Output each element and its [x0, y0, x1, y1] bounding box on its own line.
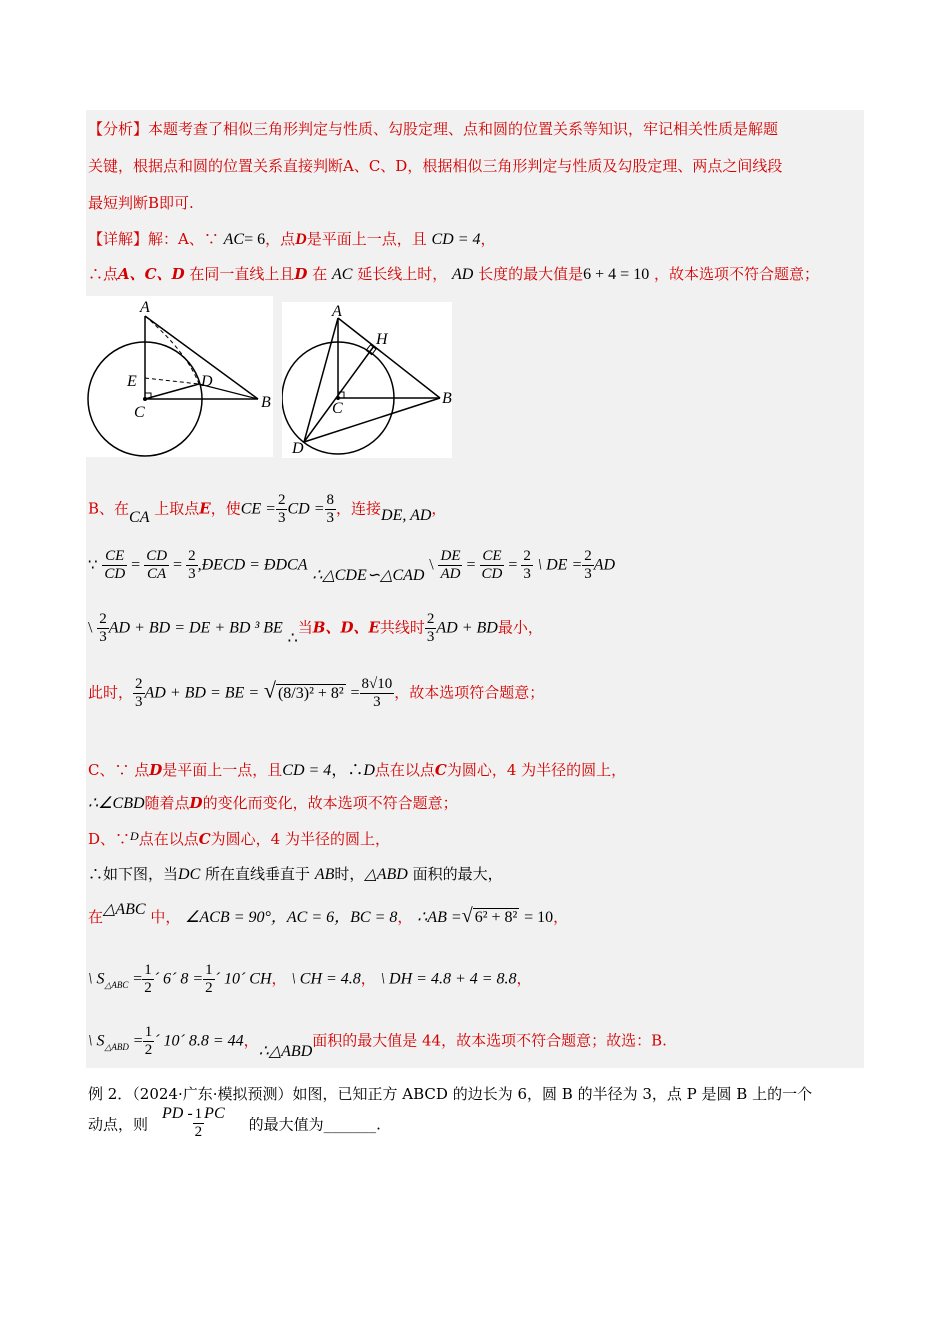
fig1-label-d: D	[201, 373, 213, 390]
figure-1	[86, 296, 273, 457]
figure-2-diagram	[282, 302, 452, 458]
partd-line-3: 在△ABC 中， ∠ACB = 90°，AC = 6，BC = 8， ∴AB =√ 6² + 8² = 10，	[88, 901, 569, 927]
fig2-label-h: H	[376, 331, 388, 348]
partb-line-3: \ $\frac{2}{3}$ AD + BD = DE + BD ³ BE ∴当B、D、E共线时 $\frac{2}{3}$ AD + BD最小，	[88, 611, 543, 647]
partb-line-1: B、在CA 上取点E，使CE = $\frac{2}{3}$ CD = $\frac{8}{3}$ ，连接DE, AD，	[88, 492, 447, 526]
fig1-label-c: C	[134, 404, 145, 421]
partd-line-4: \ $S_{\triangle ABC}$ = $\frac{1}{2}$ ´ 6´ 8 = $\frac{1}{2}$ ´ 10´ CH， \ CH = 4.8， \ DH = 4.8 + 4 = 8.8，	[88, 962, 532, 996]
fig1-label-a: A	[140, 299, 150, 316]
example2-line-1: 例 2．（2024·广东·模拟预测）如图，已知正方 ABCD 的边长为 6，圆 B 的半径为 3，点 P 是圆 B 上的一个	[88, 1085, 813, 1103]
partb-line-4: 此时， $\frac{2}{3}$ AD + BD = BE = √ (8/3)² + 8² = $\frac{8√10}{3}$ ，故本选项符合题意；	[88, 676, 545, 710]
fig2-label-c: C	[332, 400, 343, 417]
fig1-label-b: B	[261, 394, 271, 411]
partc-line-2: ∴∠CBD随着点D的变化而变化，故本选项不符合题意；	[88, 794, 458, 812]
partc-line-1: C、∵ 点D是平面上一点，且CD = 4，∴D点在以点C为圆心，4 为半径的圆上，	[88, 761, 627, 779]
analysis-line-3: 最短判断B即可.	[88, 194, 194, 212]
analysis-line-2: 关键，根据点和圆的位置关系直接判断A、C、D，根据相似三角形判定与性质及勾股定理、两点之间线段	[88, 157, 783, 175]
fig2-label-d: D	[292, 440, 304, 457]
fig2-label-b: B	[442, 390, 452, 407]
detail-line-2: ∴点A、C、D 在同一直线上且D 在 AC 延长线上时， AD 长度的最大值是6 + 4 = 10 ，故本选项不符合题意；	[88, 265, 819, 283]
fig2-label-a: A	[332, 303, 342, 320]
partd-line-2: ∴如下图，当DC 所在直线垂直于 AB时，△ABD 面积的最大，	[88, 865, 503, 883]
analysis-line-1: 【分析】本题考查了相似三角形判定与性质、勾股定理、点和圆的位置关系等知识，牢记相关性质是解题	[88, 120, 779, 138]
partd-line-5: \ $S_{\triangle ABD}$ = $\frac{1}{2}$ ´ 10´ 8.8 = 44，∴△ABD面积的最大值是 44，故本选项不符合题意；故选：B.	[88, 1024, 667, 1060]
figure-2	[282, 302, 452, 458]
example2-line-2: 动点，则PD - $\frac{1}{2}$ PC的最大值为_______.	[88, 1104, 381, 1140]
detail-line-1: 【详解】解：A、∵ AC= 6，点D是平面上一点，且 CD = 4，	[88, 230, 496, 248]
fig1-label-e: E	[127, 373, 137, 390]
partb-line-2: ∵ $\frac{CE}{CD}$ = $\frac{CD}{CA}$ = $\frac{2}{3}$ ,ÐECD = ÐDCA ∴△CDE∽△CAD \ $\frac{DE}{AD}$ = $\frac{CE}{CD}$ = $\frac{2}{3}$ \ DE = $\frac{2}{3}$ AD	[88, 548, 616, 584]
partd-line-1: D、∵$^D$点在以点C为圆心，4 为半径的圆上，	[88, 829, 390, 848]
figure-1-diagram	[86, 296, 273, 457]
